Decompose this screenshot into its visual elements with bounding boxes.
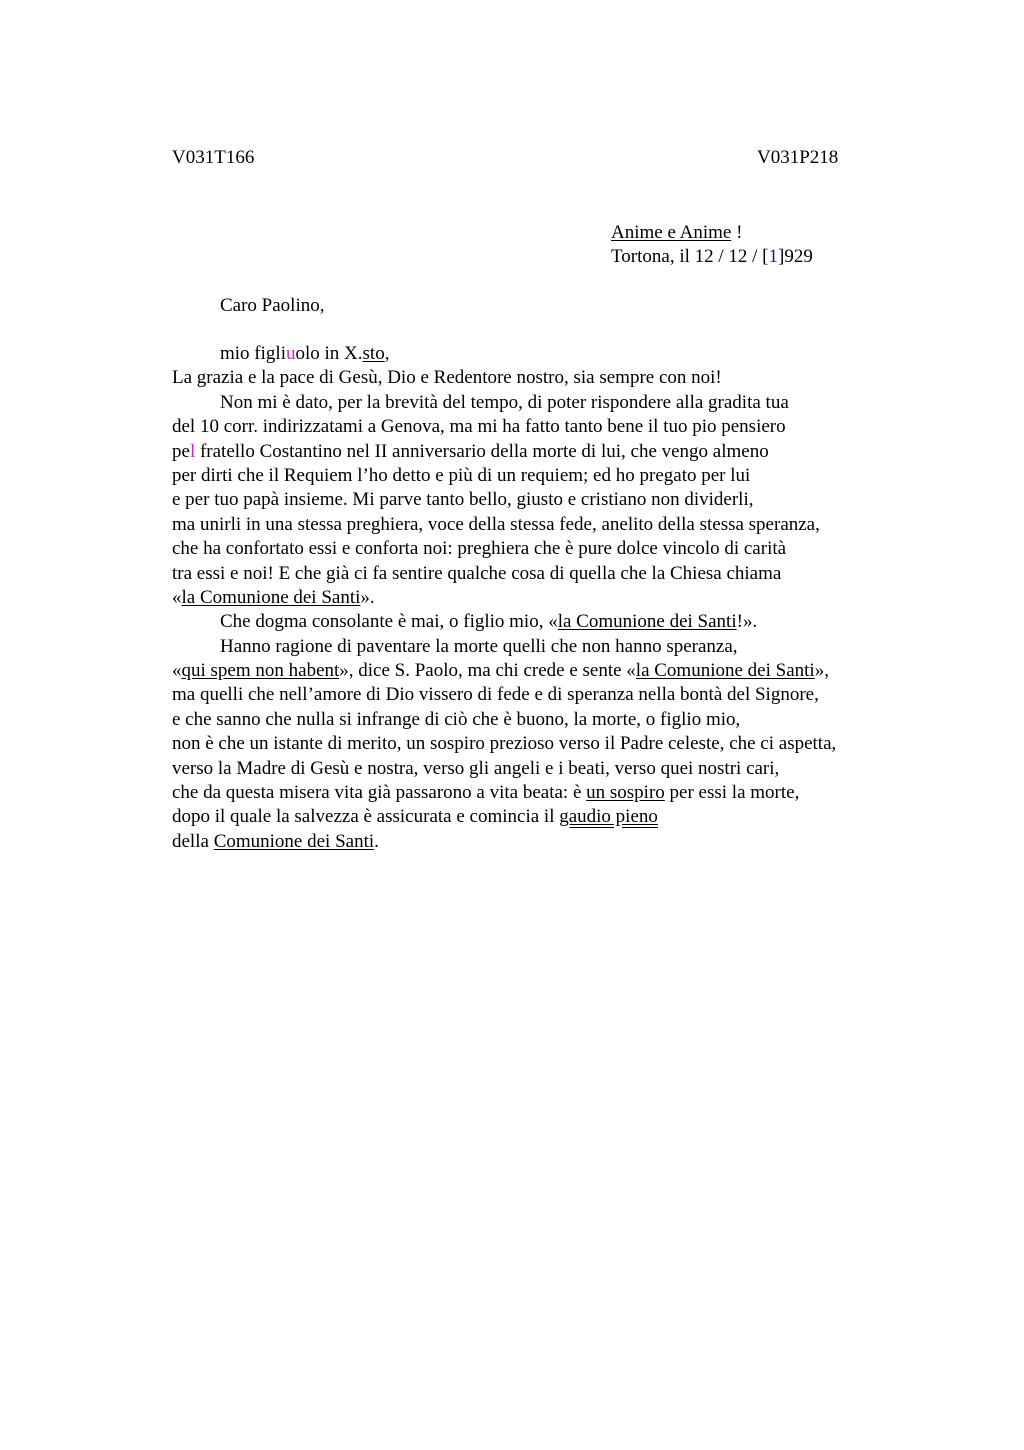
letter-line [172, 366, 912, 390]
text-run: per dirti che il Requiem l’ho detto e più di un requiem; ed ho pregato per lui [172, 464, 751, 486]
text-run: che da questa misera vita già passarono a vita beata: è [172, 782, 587, 804]
text-run: !». [736, 611, 758, 633]
letter-line [172, 440, 912, 464]
letter-line [172, 805, 912, 829]
letter-line [172, 513, 912, 537]
dateline-suffix: ]929 [778, 246, 813, 267]
underlined-text: la Comunione dei Santi [557, 611, 737, 633]
letter-line [172, 732, 912, 756]
text-run: e per tuo papà insieme. Mi parve tanto bello, giusto e cristiano non dividerli, [172, 489, 754, 511]
letter-line [172, 537, 912, 561]
text-run: olo in X. [295, 343, 363, 364]
text-run: pe [172, 440, 190, 462]
underlined-text: Comunione dei Santi [213, 830, 375, 852]
text-run: che ha confortato essi e conforta noi: preghiera che è pure dolce vincolo di carità [172, 538, 787, 560]
underlined-text: gaudio pieno [559, 806, 658, 828]
letter-line [172, 683, 912, 707]
letter-body [172, 342, 912, 854]
underlined-text: la Comunione dei Santi [181, 586, 361, 608]
text-run: fratello Costantino nel II anniversario della morte di lui, che vengo almeno [195, 440, 769, 462]
text-run: ma unirli in una stessa preghiera, voce della stessa fede, anelito della stessa speranza, [172, 513, 820, 535]
letter-line [172, 830, 912, 854]
text-run: », [814, 660, 829, 682]
text-run: Non mi è dato, per la brevità del tempo, di poter rispondere alla gradita tua [220, 391, 789, 413]
dateline [611, 245, 813, 269]
text-run: ma quelli che nell’amore di Dio vissero di fede e di speranza nella bontà del Signore, [172, 684, 819, 706]
letter-line [172, 391, 912, 415]
text-run: Che dogma consolante è mai, o figlio mio, « [220, 611, 558, 633]
text-run: , [384, 343, 390, 364]
text-run: « [172, 660, 182, 682]
text-run: . [374, 830, 379, 852]
letter-title-text: Anime e Anime [611, 222, 732, 243]
text-run: La grazia e la pace di Gesù, Dio e Redentore nostro, sia sempre con noi! [172, 367, 722, 389]
letter-line [172, 781, 912, 805]
text-run: per essi la morte, [664, 782, 800, 804]
letter-title-suffix: ! [731, 222, 743, 243]
text-run: ». [360, 586, 375, 608]
dateline-prefix: Tortona, il 12 / 12 / [ [611, 246, 769, 267]
salutation: Caro Paolino, [220, 295, 325, 316]
underlined-text: la Comunione dei Santi [635, 660, 815, 682]
dateline-bracket-digit: 1 [768, 246, 779, 267]
letter-line [172, 415, 912, 439]
letter-line [172, 342, 912, 366]
letter-line [172, 610, 912, 634]
inserted-letter: u [285, 343, 296, 364]
letter-line [172, 708, 912, 732]
letter-line [172, 562, 912, 586]
text-run: dopo il quale la salvezza è assicurata e comincia il [172, 806, 560, 828]
letter-line [172, 757, 912, 781]
letter-line [172, 586, 912, 610]
text-run: mio figli [220, 343, 286, 364]
text-run: tra essi e noi! E che già ci fa sentire qualche cosa di quella che la Chiesa chiama [172, 562, 782, 584]
text-run: del 10 corr. indirizzatami a Genova, ma mi ha fatto tanto bene il tuo pio pensiero [172, 416, 786, 438]
text-run: non è che un istante di merito, un sospiro prezioso verso il Padre celeste, che ci aspetta, [172, 733, 837, 755]
underlined-text: qui spem non habent [181, 660, 340, 682]
letter-line [172, 659, 912, 683]
text-run: verso la Madre di Gesù e nostra, verso gli angeli e i beati, verso quei nostri cari, [172, 757, 780, 779]
underlined-text: un sospiro [586, 782, 665, 804]
inserted-letter: l [189, 440, 196, 462]
page-code-left: V031T166 [172, 147, 255, 168]
text-run: « [172, 586, 182, 608]
letter-line [172, 464, 912, 488]
underlined-text: sto [362, 343, 385, 364]
text-run: e che sanno che nulla si infrange di ciò che è buono, la morte, o figlio mio, [172, 708, 741, 730]
text-run: Hanno ragione di paventare la morte quelli che non hanno speranza, [220, 635, 738, 657]
letter-line [172, 635, 912, 659]
text-run: », dice S. Paolo, ma chi crede e sente « [339, 660, 636, 682]
page-code-right: V031P218 [757, 147, 839, 168]
text-run: della [172, 830, 214, 852]
letter-title [611, 221, 742, 245]
letter-line [172, 488, 912, 512]
